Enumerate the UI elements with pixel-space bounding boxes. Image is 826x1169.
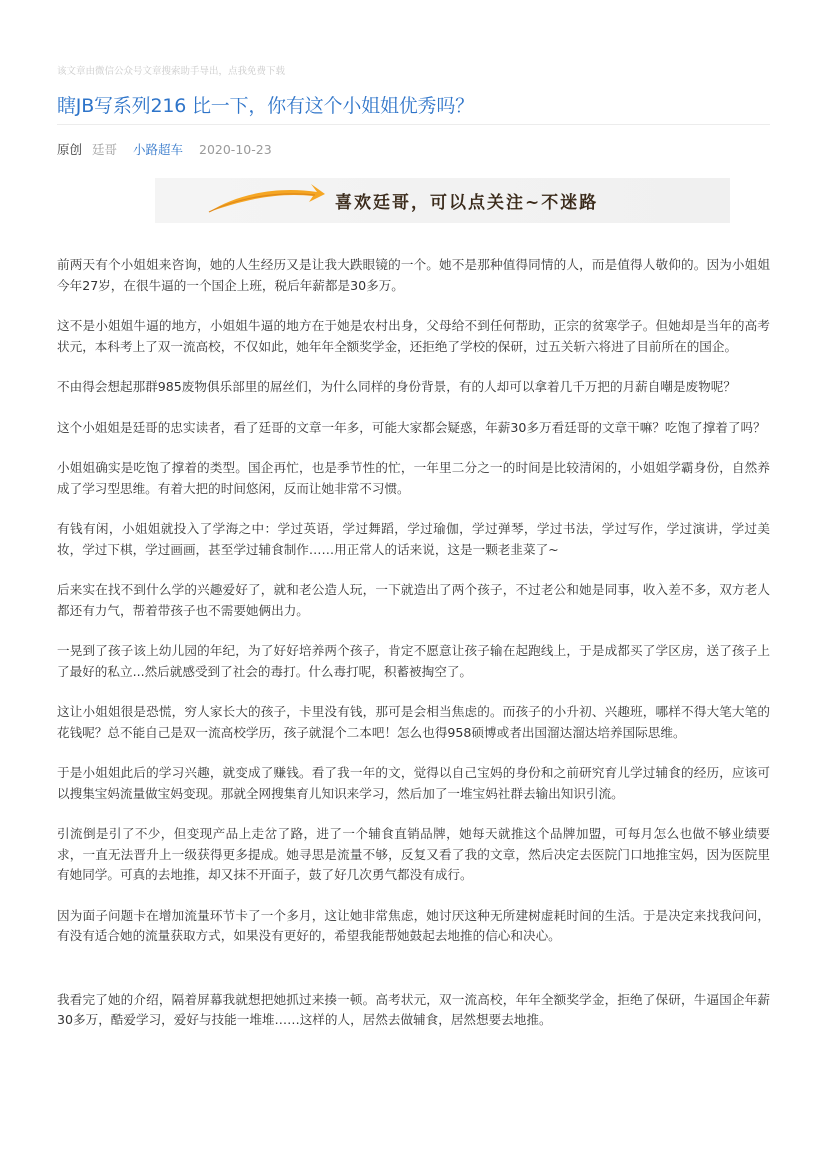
paragraph: 后来实在找不到什么学的兴趣爱好了，就和老公造人玩，一下就造出了两个孩子，不过老公和她是同事，收入差不多，双方老人都还有力气，帮着带孩子也不需要她俩出力。	[57, 582, 770, 618]
account-link[interactable]: 小路超车	[133, 142, 184, 157]
paragraph: 一晃到了孩子该上幼儿园的年纪，为了好好培养两个孩子，肯定不愿意让孩子输在起跑线上，于是成都买了学区房，送了孩子上了最好的私立...然后就感受到了社会的毒打。什么毒打呢，积蓄被掏空了。	[57, 643, 770, 679]
paragraph: 小姐姐确实是吃饱了撑着的类型。国企再忙，也是季节性的忙，一年里二分之一的时间是比较清闲的，小姐姐学霸身份，自然养成了学习型思维。有着大把的时间悠闲，反而让她非常不习惯。	[57, 460, 770, 496]
swoosh-arrow-icon	[207, 182, 327, 222]
paragraph: 前两天有个小姐姐来咨询，她的人生经历又是让我大跌眼镜的一个。她不是那种值得同情的人，而是值得人敬仰的。因为小姐姐今年27岁，在很牛逼的一个国企上班，税后年薪都是30多万。	[57, 257, 770, 293]
article-body	[57, 255, 770, 1051]
paragraph: 这个小姐姐是廷哥的忠实读者，看了廷哥的文章一年多，可能大家都会疑惑，年薪30多万看廷哥的文章干嘛？吃饱了撑着了吗？	[57, 419, 766, 435]
paragraph: 有钱有闲，小姐姐就投入了学海之中：学过英语，学过舞蹈，学过瑜伽，学过弹琴，学过书法，学过写作，学过演讲，学过美妆，学过下棋，学过画画，甚至学过辅食制作……用正常人的话来说，这是一颗老韭菜了~	[57, 521, 770, 557]
export-note-link[interactable]: 该文章由微信公众号文章搜索助手导出，点我免费下载	[57, 66, 286, 77]
title-divider	[57, 124, 770, 125]
paragraph: 这让小姐姐很是恐慌，穷人家长大的孩子，卡里没有钱，那可是会相当焦虑的。而孩子的小升初、兴趣班，哪样不得大笔大笔的花钱呢？总不能自己是双一流高校学历，孩子就混个二本吧！怎么也得958硕博或者出国溜达溜达培养国际思维。	[57, 704, 770, 740]
paragraph: 我看完了她的介绍，隔着屏幕我就想把她抓过来揍一顿。高考状元，双一流高校，年年全额奖学金，拒绝了保研，牛逼国企年薪30多万，酷爱学习，爱好与技能一堆堆……这样的人，居然去做辅食，居然想要去地推。	[57, 991, 770, 1027]
banner-text: 喜欢廷哥，可以点关注~不迷路	[335, 193, 599, 213]
author-name: 廷哥	[92, 142, 118, 157]
article-title: 瞎JB写系列216 比一下，你有这个小姐姐优秀吗？	[57, 95, 474, 117]
paragraph: 这不是小姐姐牛逼的地方，小姐姐牛逼的地方在于她是农村出身，父母给不到任何帮助，正宗的贫寒学子。但她却是当年的高考状元，本科考上了双一流高校，不仅如此，她年年全额奖学金，还拒绝了学校的保研，过五关斩六将进了目前所在的国企。	[57, 318, 770, 354]
paragraph: 于是小姐姐此后的学习兴趣，就变成了赚钱。看了我一年的文，觉得以自己宝妈的身份和之前研究育儿学过辅食的经历，应该可以搜集宝妈流量做宝妈变现。那就全网搜集育儿知识来学习，然后加了一堆宝妈社群去输出知识引流。	[57, 765, 770, 801]
original-label: 原创	[57, 142, 83, 157]
paragraph: 不由得会想起那群985废物俱乐部里的屌丝们，为什么同样的身份背景，有的人却可以拿着几千万把的月薪自嘲是废物呢？	[57, 379, 736, 394]
publish-date: 2020-10-23	[199, 142, 272, 157]
follow-banner-image	[155, 178, 730, 223]
paragraph: 因为面子问题卡在增加流量环节卡了一个多月，这让她非常焦虑，她讨厌这种无所建树虚耗时间的生活。于是决定来找我问问，有没有适合她的流量获取方式，如果没有更好的，希望我能帮她鼓起去地推的信心和决心。	[57, 907, 770, 943]
paragraph: 引流倒是引了不少，但变现产品上走岔了路，进了一个辅食直销品牌，她每天就推这个品牌加盟，可每月怎么也做不够业绩要求，一直无法晋升上一级获得更多提成。她寻思是流量不够，反复又看了我的文章，然后决定去医院门口地推宝妈，因为医院里有她同学。可真的去地推，却又抹不开面子，鼓了好几次勇气都没有成行。	[57, 826, 770, 882]
article-meta	[57, 140, 272, 158]
